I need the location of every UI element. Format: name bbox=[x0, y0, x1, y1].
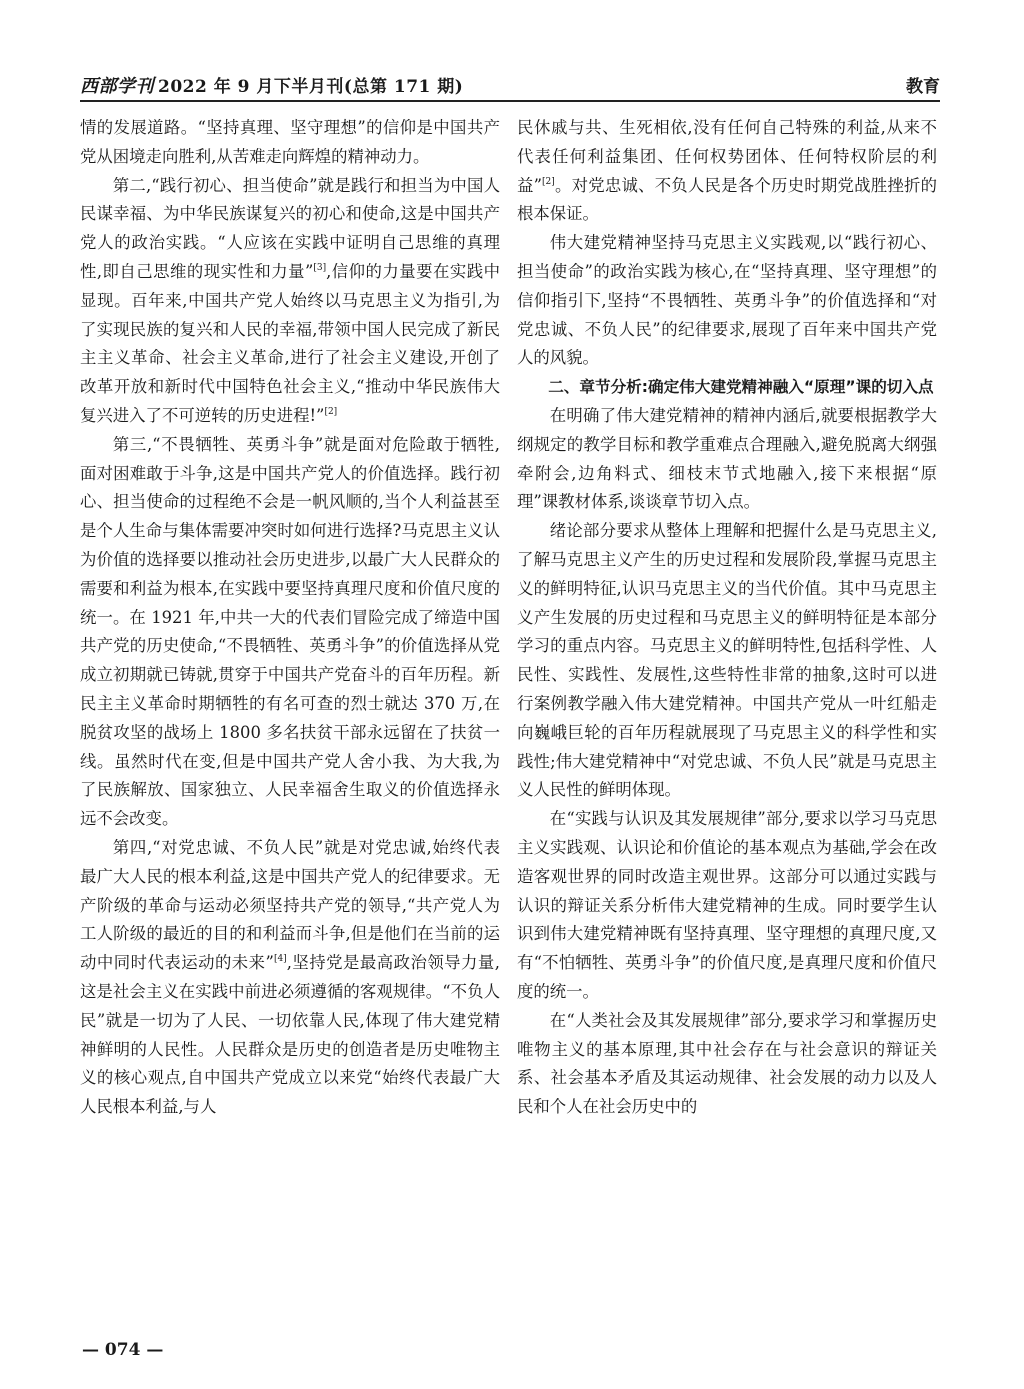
paragraph-second-practice bbox=[80, 172, 500, 431]
paragraph-introduction-part: 绪论部分要求从整体上理解和把握什么是马克思主义,了解马克思主义产生的历史过程和发展阶段,掌握马克思主义的鲜明特征,认识马克思主义的当代价值。其中马克思主义产生发展的历史过程和马克思主义的鲜明特征是本部分学习的重点内容。马克思主义的鲜明特性,包括科学性、人民性、实践性、发展性,这些特性非常的抽象,这时可以进行案例教学融入伟大建党精神。中国共产党从一叶红船走向巍峨巨轮的百年历程就展现了马克思主义的科学性和实践性;伟大建党精神中“对党忠诚、不负人民”就是马克思主义人民性的鲜明体现。 bbox=[517, 521, 937, 800]
text-run: 第四,“对党忠诚、不负人民”就是对党忠诚,始终代表最广大人民的根本利益,这是中国共产党人的纪律要求。无产阶级的革命与运动必须坚持共产党的领导,“共产党人为工人阶级的最近的目的和利益而斗争,但是他们在当前的运动中同时代表运动的未来” bbox=[80, 837, 500, 973]
issue-info: 2022 年 9 月下半月刊(总第 171 期) bbox=[158, 77, 464, 97]
citation-ref: [2] bbox=[324, 406, 338, 417]
section-heading: 二、章节分析:确定伟大建党精神融入“原理”课的切入点 bbox=[548, 378, 934, 397]
paragraph-practice-part: 在“实践与认识及其发展规律”部分,要求以学习马克思主义实践观、认识论和价值论的基本观点为基础,学会在改造客观世界的同时改造主观世界。这部分可以通过实践与认识的辩证关系分析伟大建党精神的生成。同时要学生认识到伟大建党精神既有坚持真理、坚守理想的真理尺度,又有“不怕牺牲、英勇斗争”的价值尺度,是真理尺度和价值尺度的统一。 bbox=[517, 809, 937, 1001]
text-run: 。对党忠诚、不负人民是各个历史时期党战胜挫折的根本保证。 bbox=[517, 175, 937, 224]
text-run: 民休戚与共、生死相依,没有任何自己特殊的利益,从来不代表任何利益集团、任何权势团体、任何特权阶层的利益” bbox=[517, 118, 937, 195]
right-column bbox=[517, 114, 937, 1122]
left-column bbox=[80, 114, 500, 1122]
running-header bbox=[80, 70, 940, 102]
page-number: — 074 — bbox=[82, 1340, 164, 1360]
citation-ref: [2] bbox=[542, 176, 555, 187]
paragraph-continued: 情的发展道路。“坚持真理、坚守理想”的信仰是中国共产党从困境走向胜利,从苦难走向辉煌的精神动力。 bbox=[80, 118, 500, 166]
section-label: 教育 bbox=[906, 77, 940, 97]
paragraph-fourth-discipline bbox=[80, 834, 500, 1122]
paragraph-summary: 伟大建党精神坚持马克思主义实践观,以“践行初心、担当使命”的政治实践为核心,在“坚持真理、坚守理想”的信仰指引下,坚持“不畏牺牲、英勇斗争”的价值选择和“对党忠诚、不负人民”的纪律要求,展现了百年来中国共产党人的风貌。 bbox=[517, 233, 937, 368]
paragraph-continued bbox=[517, 114, 937, 229]
text-run: 第二,“践行初心、担当使命”就是践行和担当为中国人民谋幸福、为中华民族谋复兴的初心和使命,这是中国共产党人的政治实践。“人应该在实践中证明自己思维的真理性,即自己思维的现实性和力量” bbox=[80, 175, 500, 281]
text-run: ,信仰的力量要在实践中显现。百年来,中国共产党人始终以马克思主义为指引,为了实现民族的复兴和人民的幸福,带领中国人民完成了新民主主义革命、社会主义革命,进行了社会主义建设,开创了改革开放和新时代中国特色社会主义,“推动中华民族伟大复兴进入了不可逆转的历史进程!” bbox=[80, 261, 500, 425]
paragraph-third-value: 第三,“不畏牺牲、英勇斗争”就是面对危险敢于牺牲,面对困难敢于斗争,这是中国共产党人的价值选择。践行初心、担当使命的过程绝不会是一帆风顺的,当个人利益甚至是个人生命与集体需要冲突时如何进行选择?马克思主义认为价值的选择要以推动社会历史进步,以最广大人民群众的需要和利益为根本,在实践中要坚持真理尺度和价值尺度的统一。在 1921 年,中共一大的代表们冒险完成了缔造中国共产党的历史使命,“不畏牺牲、英勇斗争”的价值选择从党成立初期就已铸就,贯穿于中国共产党奋斗的百年历程。新民主主义革命时期牺牲的有名可查的烈士就达 370 万,在脱贫攻坚的战场上 1800 多名扶贫干部永远留在了扶贫一线。虽然时代在变,但是中国共产党人舍小我、为大我,为了民族解放、国家独立、人民幸福舍生取义的价值选择永远不会改变。 bbox=[80, 434, 500, 829]
paragraph-society-part: 在“人类社会及其发展规律”部分,要求学习和掌握历史唯物主义的基本原理,其中社会存在与社会意识的辩证关系、社会基本矛盾及其运动规律、社会发展的动力以及人民和个人在社会历史中的 bbox=[517, 1010, 937, 1117]
journal-logo: 西部学刊 bbox=[80, 76, 154, 97]
journal-info bbox=[80, 72, 463, 98]
paragraph-intro: 在明确了伟大建党精神的精神内涵后,就要根据教学大纲规定的教学目标和教学重难点合理融入,避免脱离大纲强牵附会,边角料式、细枝末节式地融入,接下来根据“原理”课教材体系,谈谈章节切入点。 bbox=[517, 405, 937, 512]
text-run: ,坚持党是最高政治领导力量,这是社会主义在实践中前进必须遵循的客观规律。“不负人民”就是一切为了人民、一切依靠人民,体现了伟大建党精神鲜明的人民性。人民群众是历史的创造者是历史唯物主义的核心观点,自中国共产党成立以来党“始终代表最广大人民根本利益,与人 bbox=[80, 953, 500, 1117]
citation-ref: [4] bbox=[273, 954, 287, 965]
citation-ref: [3] bbox=[313, 262, 327, 273]
